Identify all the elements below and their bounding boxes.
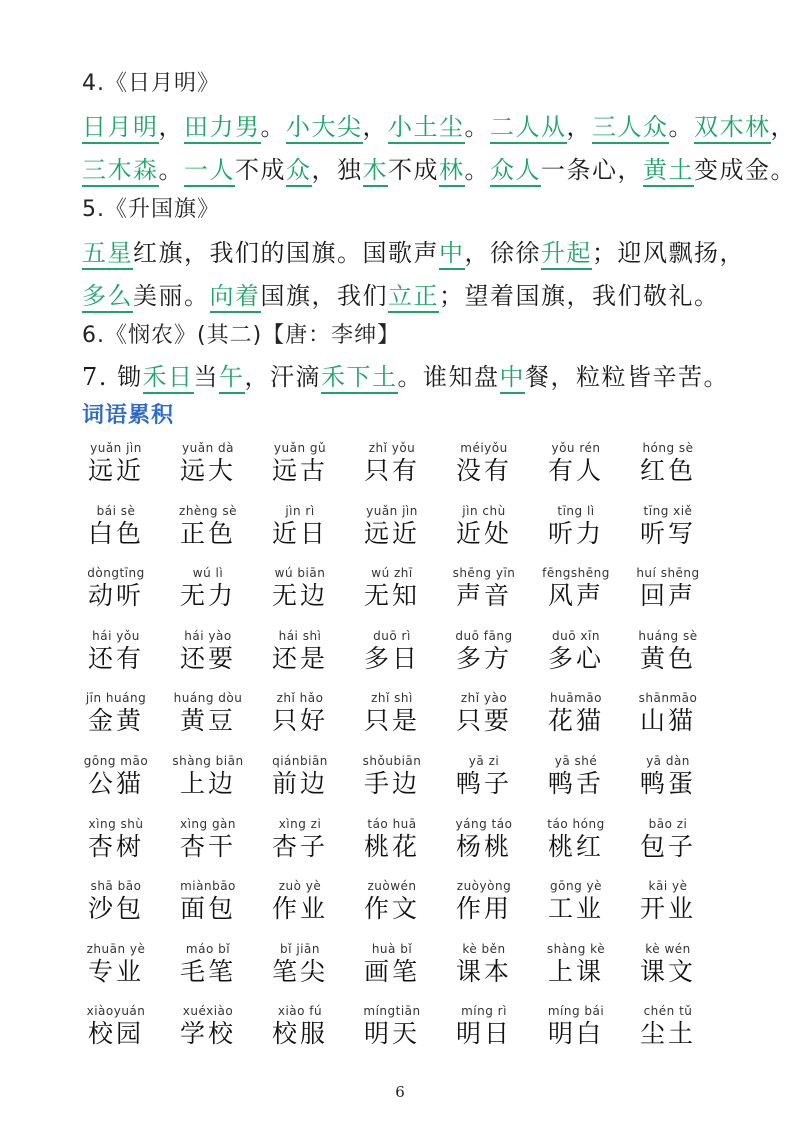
hanzi: 学校 [179,1019,236,1049]
hanzi: 近处 [455,518,512,548]
highlighted-text: 禾日 [143,363,194,394]
pinyin: kè běn [462,941,506,956]
pinyin: wú biān [274,566,326,581]
vocab-word [438,1003,530,1066]
vocab-word [254,440,346,503]
pinyin: méiyǒu [460,441,508,455]
text-segment: ，汗滴 [244,363,322,391]
vocab-word [438,878,530,941]
vocab-word [162,941,254,1004]
text-segment: 美丽。 [133,282,210,310]
pinyin: yā dàn [646,753,690,768]
pinyin: zuòwén [367,879,417,894]
text-segment: 当 [193,363,220,391]
pinyin: hái yào [184,628,232,643]
text-segment: 红旗，我们的国旗。国歌声 [133,239,439,267]
vocab-word [622,565,714,628]
hanzi: 花猫 [547,706,604,736]
vocab-word [346,753,438,816]
hanzi: 专业 [87,956,144,986]
vocab-word [70,941,162,1004]
hanzi: 包子 [639,831,696,861]
pinyin: duō fāng [455,628,513,643]
pinyin: fēngshēng [542,566,610,581]
vocab-word [622,878,714,941]
hanzi: 只有 [363,456,420,485]
vocab-word [70,1003,162,1066]
hanzi: 鸭子 [455,768,512,798]
pinyin: xiàoyuán [86,1004,146,1019]
pinyin: míng rì [461,1004,507,1019]
pinyin: huáng sè [638,628,698,643]
pinyin: zhǐ hǎo [276,691,324,706]
pinyin: zuòyòng [456,879,512,894]
vocab-word [530,1003,622,1066]
text-segment: ， [566,113,592,141]
hanzi: 声音 [455,581,512,611]
highlighted-text: 禾下土 [321,363,398,394]
vocab-word [70,628,162,691]
pinyin: yǒu rén [551,441,601,455]
vocab-word [530,753,622,816]
hanzi: 手边 [363,768,420,798]
hanzi: 还是 [271,643,328,673]
vocab-word [162,753,254,816]
vocab-grid [70,440,714,1066]
pinyin: yā shé [554,753,598,768]
hanzi: 明白 [547,1019,604,1049]
pinyin: tīng lì [557,503,595,518]
text-segment: ，独 [311,156,363,184]
vocab-word [162,440,254,503]
hanzi: 杏树 [87,831,144,861]
highlighted-text: 日月明 [82,113,159,144]
pinyin: dòngtīng [87,566,145,581]
section-4-line-1 [82,107,796,142]
hanzi: 毛笔 [179,956,236,986]
pinyin: táo hóng [547,816,605,831]
text-segment: 不成 [235,156,286,184]
hanzi: 听写 [639,518,696,548]
hanzi: 动听 [87,581,144,611]
hanzi: 远近 [87,456,144,485]
vocab-word [70,503,162,566]
pinyin: táo huā [367,816,417,831]
hanzi: 明日 [455,1019,512,1049]
vocab-word [438,440,530,503]
text-segment: ， [158,113,184,141]
vocab-word [254,941,346,1004]
text-segment: 变成金。 [694,156,796,184]
pinyin: zhǐ yǒu [368,441,416,455]
pinyin: jīn huáng [85,691,147,706]
text-segment: 。 [464,156,490,184]
vocab-word [438,565,530,628]
vocab-word [438,690,530,753]
vocab-word [70,565,162,628]
hanzi: 只好 [271,706,328,736]
vocab-word [438,941,530,1004]
text-segment: ；迎风飘扬， [592,239,745,267]
vocab-word [254,503,346,566]
hanzi: 山猫 [639,706,696,736]
hanzi: 上边 [179,768,236,798]
hanzi: 作业 [271,894,328,924]
text-segment: 。 [260,113,286,141]
pinyin: yuǎn gǔ [273,441,327,455]
vocab-word [70,878,162,941]
hanzi: 公猫 [87,768,144,798]
section-7-line [82,357,729,392]
pinyin: duō xīn [552,628,600,643]
highlighted-text: 二人从 [490,113,567,144]
vocab-word [438,753,530,816]
text-segment: 。 [158,156,184,184]
text-segment: ， [770,113,796,141]
section-4-line-2 [82,150,796,185]
hanzi: 远古 [271,456,328,485]
hanzi: 无力 [179,581,236,611]
vocab-word [438,628,530,691]
vocab-word [622,628,714,691]
pinyin: shàng kè [546,941,606,956]
vocab-word [254,690,346,753]
pinyin: míngtiān [363,1004,421,1019]
pinyin: chén tǔ [643,1004,693,1019]
hanzi: 课本 [455,956,512,986]
highlighted-text: 五星 [82,239,133,270]
text-segment: 。 [464,113,490,141]
pinyin: shānmāo [638,691,698,706]
hanzi: 没有 [455,456,512,485]
vocab-word [438,503,530,566]
pinyin: jìn rì [285,503,315,518]
pinyin: bái sè [96,503,136,518]
text-segment: 餐，粒粒皆辛苦。 [525,363,730,391]
highlighted-text: 中 [500,363,526,394]
hanzi: 校园 [87,1019,144,1049]
hanzi: 无知 [363,581,420,611]
vocab-word [70,440,162,503]
pinyin: huáng dòu [173,691,243,706]
vocab-title: 词语累积 [82,403,175,428]
vocab-word [530,628,622,691]
section-4-heading: 4.《日月明》 [82,71,220,96]
vocab-word [346,878,438,941]
pinyin: zuò yè [278,879,322,894]
pinyin: xiào fú [277,1004,323,1019]
hanzi: 红色 [639,456,696,485]
pinyin: yuǎn dà [182,441,234,455]
vocab-word [346,941,438,1004]
highlighted-text: 林 [439,156,465,187]
pinyin: xìng gàn [179,816,237,831]
hanzi: 多方 [455,643,512,673]
hanzi: 前边 [271,768,328,798]
vocab-word [346,1003,438,1066]
hanzi: 听力 [547,518,604,548]
vocab-word [622,1003,714,1066]
highlighted-text: 立正 [388,282,439,313]
text-segment: ；望着国旗，我们敬礼。 [439,282,720,310]
highlighted-text: 一人 [184,156,235,187]
pinyin: huí shēng [636,566,700,581]
hanzi: 杏子 [271,831,328,861]
highlighted-text: 中 [439,239,465,270]
pinyin: kāi yè [648,879,688,894]
hanzi: 正色 [179,518,236,548]
highlighted-text: 众 [286,156,312,187]
highlighted-text: 双木林 [694,113,771,144]
hanzi: 桃红 [547,831,604,861]
hanzi: 明天 [363,1019,420,1049]
pinyin: yuǎn jìn [366,503,418,518]
text-segment: 不成 [388,156,439,184]
section-5-heading: 5.《升国旗》 [82,197,220,222]
pinyin: jìn chù [462,503,506,518]
vocab-word [254,1003,346,1066]
vocab-word [622,941,714,1004]
hanzi: 多日 [363,643,420,673]
hanzi: 还有 [87,643,144,673]
hanzi: 只要 [455,706,512,736]
hanzi: 杨桃 [455,831,512,861]
vocab-word [346,816,438,879]
vocab-word [622,816,714,879]
vocab-word [70,690,162,753]
pinyin: gōng māo [83,753,149,768]
vocab-word [530,690,622,753]
vocab-word [162,503,254,566]
vocab-word [346,440,438,503]
text-segment: ， [362,113,388,141]
pinyin: hái shì [278,628,322,643]
highlighted-text: 小土尘 [388,113,465,144]
pinyin: hái yǒu [92,628,140,643]
hanzi: 杏干 [179,831,236,861]
highlighted-text: 众人 [490,156,541,187]
text-segment: 7. 锄 [82,363,143,391]
vocab-word [346,628,438,691]
highlighted-text: 升起 [541,239,592,270]
vocab-word [622,753,714,816]
vocab-word [346,503,438,566]
vocab-word [70,816,162,879]
vocab-word [162,816,254,879]
text-segment: 国旗，我们 [260,282,388,310]
hanzi: 校服 [271,1019,328,1049]
hanzi: 多心 [547,643,604,673]
highlighted-text: 木 [363,156,389,187]
vocab-word [530,941,622,1004]
pinyin: shǒubiān [362,753,422,768]
vocab-word [438,816,530,879]
highlighted-text: 黄土 [643,156,694,187]
pinyin: shēng yīn [452,566,516,581]
pinyin: bǐ jiān [280,941,320,956]
pinyin: kè wén [645,941,691,956]
pinyin: wú zhī [371,566,413,581]
pinyin: hóng sè [642,441,694,455]
hanzi: 黄色 [639,643,696,673]
hanzi: 只是 [363,706,420,736]
vocab-word [254,816,346,879]
vocab-word [162,690,254,753]
pinyin: zhèng sè [179,503,237,518]
hanzi: 课文 [639,956,696,986]
pinyin: duō rì [373,628,411,643]
hanzi: 上课 [547,956,604,986]
hanzi: 风声 [547,581,604,611]
hanzi: 鸭舌 [547,768,604,798]
hanzi: 远近 [363,518,420,548]
hanzi: 工业 [547,894,604,924]
vocab-word [254,628,346,691]
hanzi: 沙包 [87,894,144,924]
pinyin: máo bǐ [185,941,231,956]
vocab-word [622,690,714,753]
vocab-word [530,440,622,503]
hanzi: 近日 [271,518,328,548]
pinyin: zhuān yè [86,941,146,956]
vocab-word [530,503,622,566]
hanzi: 回声 [639,581,696,611]
vocab-word [530,816,622,879]
pinyin: wú lì [192,566,224,581]
vocab-word [162,878,254,941]
hanzi: 还要 [179,643,236,673]
hanzi: 桃花 [363,831,420,861]
pinyin: shā bāo [90,879,142,894]
vocab-word [162,628,254,691]
vocab-word [530,565,622,628]
hanzi: 开业 [639,894,696,924]
hanzi: 远大 [179,456,236,485]
pinyin: zhǐ yào [460,691,508,706]
hanzi: 无边 [271,581,328,611]
vocab-word [254,753,346,816]
highlighted-text: 午 [219,363,245,394]
pinyin: qiánbiān [272,753,328,768]
vocab-word [346,565,438,628]
vocab-word [70,753,162,816]
vocab-word [346,690,438,753]
pinyin: huāmāo [550,691,602,706]
hanzi: 尘土 [639,1019,696,1049]
highlighted-text: 三人众 [592,113,669,144]
hanzi: 笔尖 [271,956,328,986]
vocab-word [622,503,714,566]
pinyin: yā zi [468,753,500,768]
pinyin: shàng biān [172,753,244,768]
hanzi: 白色 [87,518,144,548]
vocab-word [162,1003,254,1066]
highlighted-text: 多么 [82,282,133,313]
hanzi: 黄豆 [179,706,236,736]
hanzi: 面包 [179,894,236,924]
highlighted-text: 小大尖 [286,113,363,144]
section-5-line-1 [82,233,745,268]
pinyin: zhǐ shì [371,691,413,706]
pinyin: bāo zi [648,816,688,831]
vocab-word [530,878,622,941]
vocab-word [254,878,346,941]
hanzi: 画笔 [363,956,420,986]
pinyin: gōng yè [550,879,602,894]
pinyin: tīng xiě [643,503,693,518]
hanzi: 金黄 [87,706,144,736]
pinyin: xuéxiào [182,1004,234,1019]
text-segment: ，徐徐 [464,239,541,267]
pinyin: miànbāo [180,879,236,894]
pinyin: yuǎn jìn [90,441,142,455]
page-number: 6 [395,1083,405,1101]
text-segment: 。 [668,113,694,141]
hanzi: 鸭蛋 [639,768,696,798]
vocab-word [622,440,714,503]
vocab-word [254,565,346,628]
highlighted-text: 向着 [210,282,261,313]
hanzi: 作文 [363,894,420,924]
section-6-heading: 6.《悯农》(其二)【唐：李绅】 [82,323,401,348]
pinyin: huà bǐ [371,941,413,956]
pinyin: xìng shù [88,816,144,831]
text-segment: 。谁知盘 [397,363,500,391]
section-5-line-2 [82,276,720,311]
text-segment: 一条心， [541,156,643,184]
highlighted-text: 三木森 [82,156,159,187]
pinyin: míng bái [547,1004,605,1019]
highlighted-text: 田力男 [184,113,261,144]
hanzi: 有人 [547,456,604,485]
hanzi: 作用 [455,894,512,924]
pinyin: yáng táo [455,816,513,831]
pinyin: xìng zi [278,816,322,831]
vocab-word [162,565,254,628]
